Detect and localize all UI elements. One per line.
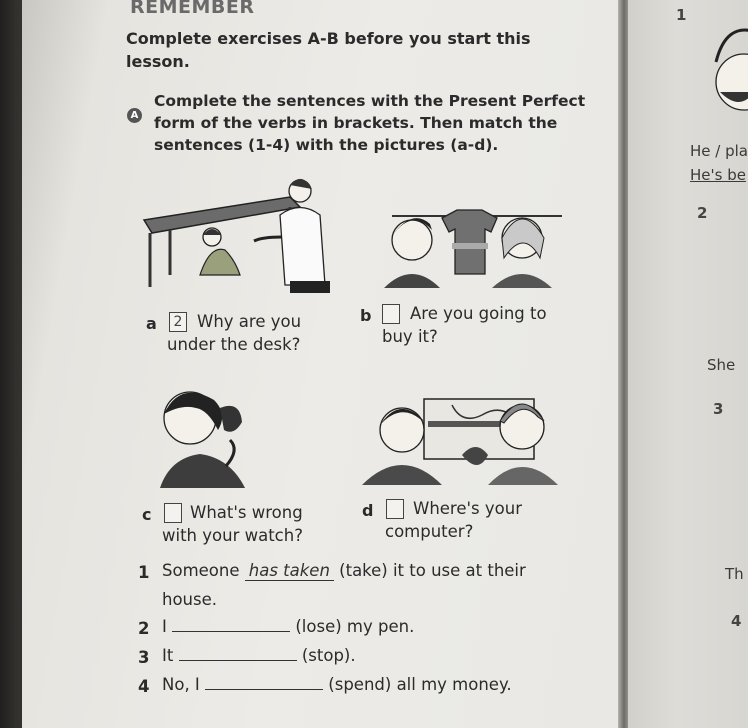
picture-b-shopping <box>372 188 572 288</box>
item-4-number: 4 <box>138 677 150 696</box>
item-4-after: (spend) all my money. <box>328 675 512 694</box>
right-item-4-number: 4 <box>731 612 742 630</box>
item-1-before: Someone <box>162 561 240 580</box>
caption-a-text: Why are you under the desk? <box>167 312 302 354</box>
item-2-number: 2 <box>138 619 150 638</box>
item-3-number: 3 <box>138 648 150 667</box>
item-2-sentence <box>162 617 414 636</box>
item-3-sentence <box>162 646 356 665</box>
item-1-number: 1 <box>138 563 150 582</box>
right-item-3-text: Th <box>725 565 744 583</box>
right-item-2-text: She <box>707 356 736 374</box>
exercise-badge: A <box>127 108 142 123</box>
caption-d-text: Where's your computer? <box>385 499 522 541</box>
item-1-continuation: house. <box>162 590 218 609</box>
caption-d-letter: d <box>362 501 374 520</box>
picture-d-missing-computer <box>362 385 572 485</box>
item-4-before: No, I <box>162 675 200 694</box>
caption-a-answer-box[interactable]: 2 <box>169 312 187 332</box>
item-2-blank[interactable] <box>172 617 290 632</box>
item-3-before: It <box>162 646 174 665</box>
item-1-answer[interactable]: has taken <box>245 561 334 581</box>
right-item-1-number: 1 <box>676 6 687 24</box>
caption-c-letter: c <box>142 505 152 524</box>
right-item-2-number: 2 <box>697 204 708 222</box>
item-2-before: I <box>162 617 167 636</box>
right-item-1-prompt: He / pla <box>690 142 748 160</box>
caption-b-text: Are you going to buy it? <box>382 304 547 346</box>
item-1-after: (take) it to use at their <box>339 561 526 580</box>
exercise-instruction: Complete the sentences with the Present Perfect form of the verbs in brackets. Then match the sentences (1-4) with the pictures (a-d). <box>154 92 586 154</box>
item-3-after: (stop). <box>301 646 356 665</box>
caption-a-letter: a <box>146 314 157 333</box>
intro-text: Complete exercises A-B before you start this lesson. <box>126 29 531 71</box>
item-4-sentence <box>162 675 512 694</box>
item-1-sentence <box>162 561 526 580</box>
right-cartoon-face <box>706 22 748 122</box>
item-3-blank[interactable] <box>179 646 297 661</box>
right-item-1-example: He's be <box>690 166 746 184</box>
item-2-after: (lose) my pen. <box>295 617 415 636</box>
caption-b-letter: b <box>360 306 372 325</box>
item-4-blank[interactable] <box>205 675 323 690</box>
picture-c-listening <box>150 378 260 488</box>
right-item-3-number: 3 <box>713 400 724 418</box>
caption-c-text: What's wrong with your watch? <box>162 503 303 545</box>
section-title: REMEMBER <box>130 0 255 18</box>
picture-a-under-desk <box>140 175 340 300</box>
